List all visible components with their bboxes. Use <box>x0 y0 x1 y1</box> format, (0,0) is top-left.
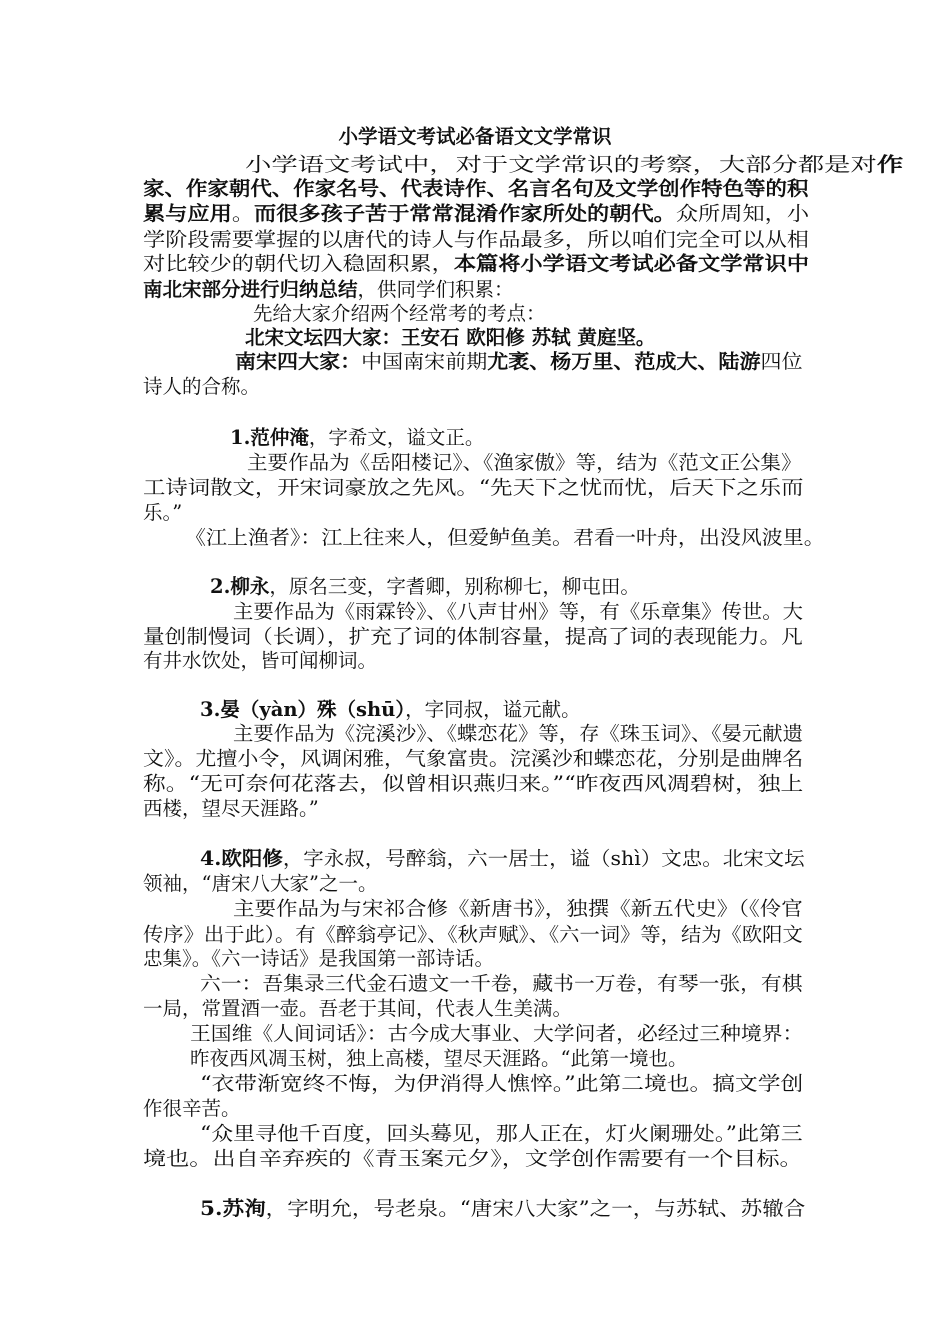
s3-line <box>233 721 803 747</box>
text-run: ，字同叔，谥元献。 <box>405 698 581 721</box>
text-run: 六一：吾集录三代金石遗文一千卷，藏书一万卷，有琴一张，有棋 <box>200 972 803 995</box>
text-run: 主要作品为《岳阳楼记》、《渔家傲》等，结为《范文正公集》 <box>247 451 802 474</box>
s4-line <box>143 946 494 972</box>
text-run: 1.范仲淹 <box>230 426 309 449</box>
text-run: 诗人的合称。 <box>143 375 261 398</box>
text-run: 境也。出自辛弃疾的《青玉案元夕》，文学创作需要有一个目标。 <box>143 1147 803 1170</box>
intro-line <box>143 176 808 202</box>
text-run: 乐。” <box>143 501 183 524</box>
text-run: 领袖，“唐宋八大家”之一。 <box>143 872 378 895</box>
text-run: 南宋四大家： <box>235 350 362 373</box>
text-run: 3.晏（yàn）殊（shū） <box>200 698 406 721</box>
text-run: 称。“无可奈何花落去，似曾相识燕归来。”“昨夜西风凋碧树，独上 <box>143 772 804 795</box>
s4-line <box>233 896 803 922</box>
text-run: 累与应用 <box>143 202 232 225</box>
text-run: ，字永叔，号醉翁，六一居士，谥（shì）文忠。北宋文坛 <box>282 847 805 870</box>
s1-line <box>143 475 804 501</box>
text-run: 有井水饮处，皆可闻柳词。 <box>143 649 378 672</box>
text-run: ，原名三变，字耆卿，别称柳七，柳屯田。 <box>269 575 640 598</box>
text-run: 王国维《人间词话》：古今成大事业、大学问者，必经过三种境界： <box>190 1022 804 1045</box>
text-run: 学阶段需要掌握的以唐代的诗人与作品最多，所以咱们完全可以从相 <box>143 228 810 251</box>
intro-line <box>143 277 514 303</box>
text-run: 4.欧阳修 <box>200 847 283 870</box>
s3-line <box>143 746 803 772</box>
text-run: 《江上渔者》：江上往来人，但爱鲈鱼美。君看一叶舟，出没风波里。 <box>185 526 825 549</box>
intro-line <box>235 349 803 375</box>
text-run: 5.苏洵 <box>200 1197 266 1220</box>
text-run: “众里寻他千百度，回头蓦见，那人正在，灯火阑珊处。”此第三 <box>200 1122 803 1145</box>
s4-line <box>143 871 377 897</box>
s1-line <box>247 450 801 476</box>
text-run: 工诗词散文，开宋词豪放之先风。“先天下之忧而忧，后天下之乐而 <box>143 476 804 499</box>
s4-line <box>200 971 802 997</box>
text-run: ，字明允，号老泉。“唐宋八大家”之一，与苏轼、苏辙合 <box>265 1197 806 1220</box>
text-run: 众所周知，小 <box>675 202 810 225</box>
text-run: 忠集》。《六一诗话》是我国第一部诗话。 <box>143 947 495 970</box>
s2-line <box>233 599 803 625</box>
s2-line <box>210 574 640 600</box>
s4-line <box>143 996 572 1022</box>
s3-line <box>143 796 319 822</box>
s3-line <box>200 697 581 723</box>
text-run: 小学语文考试中，对于文学常识的考察，大部分都是对 <box>245 153 877 176</box>
text-run: 先给大家介绍两个经常考的考点： <box>253 302 546 325</box>
text-run: “衣带渐宽终不悔，为伊消得人憔悴。”此第二境也。搞文学创 <box>200 1072 804 1095</box>
text-run: 而很多孩子苦于常常混淆作家所处的朝代。 <box>254 202 676 225</box>
text-run: 量创制慢词（长调），扩充了词的体制容量，提高了词的表现能力。凡 <box>143 625 803 648</box>
intro-line <box>143 201 809 227</box>
s5-line <box>200 1196 805 1222</box>
text-run: 北宋文坛四大家：王安石 欧阳修 苏轼 黄庭坚。 <box>245 326 656 349</box>
s3-line <box>143 771 803 797</box>
intro-line <box>245 325 655 351</box>
s4-line <box>200 1071 803 1097</box>
text-run: 尤袤、杨万里、范成大、陆游 <box>487 350 761 373</box>
s4-line <box>143 922 803 948</box>
text-run: 传序》出于此）。有《醉翁亭记》、《秋声赋》、《六一词》等，结为《欧阳文 <box>143 923 803 946</box>
page-title: 小学语文考试必备语文文学常识 <box>338 125 612 148</box>
text-run: ，字希文，谥文正。 <box>308 426 485 449</box>
s4-line <box>200 1121 803 1147</box>
s2-line <box>143 624 803 650</box>
text-run: 2.柳永 <box>210 575 270 598</box>
text-run: 南北宋部分进行归纳总结 <box>143 278 358 301</box>
intro-line <box>253 301 546 327</box>
text-run: 家、作家朝代、作家名号、代表诗作、名言名句及文学创作特色等的积 <box>143 177 809 200</box>
text-run: 。 <box>231 202 255 225</box>
intro-line <box>143 374 260 400</box>
text-run: 作 <box>876 153 904 176</box>
text-run: 作很辛苦。 <box>143 1097 241 1120</box>
s1-line <box>143 500 182 526</box>
text-run: 主要作品为与宋祁合修《新唐书》，独撰《新五代史》（《伶官 <box>233 897 803 920</box>
s2-line <box>143 648 377 674</box>
s4-line <box>190 1021 803 1047</box>
text-run: 四位 <box>760 350 803 373</box>
text-run: 中国南宋前期 <box>361 350 488 373</box>
text-run: 主要作品为《浣溪沙》、《蝶恋花》等，存《珠玉词》、《晏元献遗 <box>233 722 804 745</box>
intro-line <box>143 251 809 277</box>
intro-line <box>245 152 903 178</box>
s4-line <box>190 1046 687 1072</box>
text-run: 昨夜西风凋玉树，独上高楼，望尽天涯路。“此第一境也。 <box>190 1047 688 1070</box>
text-run: 一局，常置酒一壶。吾老于其间，代表人生美满。 <box>143 997 573 1020</box>
text-run: 对比较少的朝代切入稳固积累， <box>143 252 454 275</box>
s4-line <box>200 846 805 872</box>
s1-line <box>230 425 484 451</box>
intro-line <box>143 227 809 253</box>
text-run: ，供同学们积累： <box>357 278 514 301</box>
text-run: 文》。尤擅小令，风调闲雅，气象富贵。浣溪沙和蝶恋花，分别是曲牌名 <box>143 747 804 770</box>
text-run: 本篇将小学语文考试必备文学常识中 <box>453 252 810 275</box>
text-run: 主要作品为《雨霖铃》、《八声甘州》等，有《乐章集》传世。大 <box>233 600 804 623</box>
text-run: 西楼，望尽天涯路。” <box>143 797 319 820</box>
s1-line <box>185 525 825 551</box>
s4-line <box>143 1146 803 1172</box>
s4-line <box>143 1096 241 1122</box>
